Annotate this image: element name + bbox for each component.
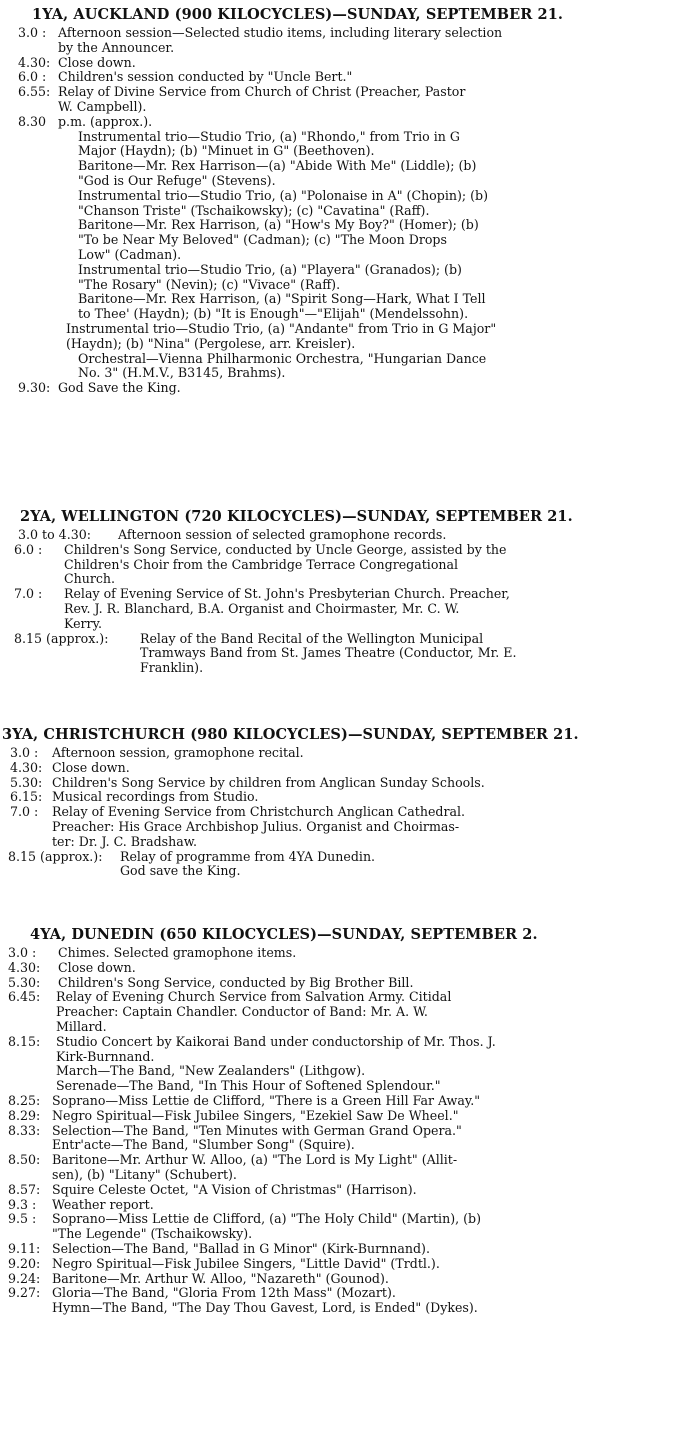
entry-time: 8.57: xyxy=(8,1181,41,1197)
schedule-entry xyxy=(0,85,700,115)
schedule-entry xyxy=(0,1153,700,1183)
schedule-entry xyxy=(0,1212,700,1242)
schedule-entry xyxy=(0,1183,700,1198)
entry-text: Musical recordings from Studio. xyxy=(52,789,259,805)
schedule-entry xyxy=(0,790,700,805)
entry-text: Soprano—Miss Lettie de Clifford, "There is a Green Hill Far Away." xyxy=(52,1092,481,1108)
entry-time: 8.15: xyxy=(8,1033,41,1049)
entry-text: God Save the King. xyxy=(58,380,181,396)
schedule-entry xyxy=(0,587,700,631)
entry-time: 6.45: xyxy=(8,989,41,1005)
entry-time: 8.15 (approx.): xyxy=(14,630,109,646)
programme-item: Orchestral—Vienna Philharmonic Orchestra, "Hungarian Dance No. 3" (H.M.V., B3145, Brahms). xyxy=(78,350,487,381)
entry-text: Relay of Evening Church Service from Salvation Army. Citidal Preacher: Captain Chandler. Conductor of Band: Mr. A. W. Millard. xyxy=(56,989,452,1034)
programme-item: Baritone—Mr. Rex Harrison, (a) "How's My Boy?" (Homer); (b) "To be Near My Beloved" (Cadman); (c) "The Moon Drops Low" (Cadman). xyxy=(78,217,479,262)
schedule-entry xyxy=(0,805,700,849)
entry-time: 5.30: xyxy=(10,774,43,790)
schedule-entry xyxy=(0,1124,700,1154)
schedule-entry xyxy=(0,381,700,396)
entry-time: 8.33: xyxy=(8,1122,41,1138)
entry-text: Squire Celeste Octet, "A Vision of Christmas" (Harrison). xyxy=(52,1181,417,1197)
programme-item: Baritone—Mr. Rex Harrison, (a) "Spirit Song—Hark, What I Tell to Thee' (Haydn); (b) "It is Enough"—"Elijah" (Mendelssohn). xyxy=(78,291,486,322)
entry-time: 9.20: xyxy=(8,1255,41,1271)
schedule-entry xyxy=(0,1242,700,1257)
entry-time: 7.0 : xyxy=(14,586,43,602)
entry-text: Negro Spiritual—Fisk Jubilee Singers, "Little David" (Trdtl.). xyxy=(52,1255,440,1271)
entry-text: p.m. (approx.). xyxy=(58,113,153,129)
entry-text: Children's session conducted by "Uncle Bert." xyxy=(58,69,353,85)
schedule-entry xyxy=(0,850,700,880)
entry-text: Children's Song Service by children from Anglican Sunday Schools. xyxy=(52,774,485,790)
entry-text: Afternoon session—Selected studio items, including literary selection by the Announcer. xyxy=(58,25,503,55)
entry-text: Chimes. Selected gramophone items. xyxy=(58,945,297,960)
entry-text: Relay of programme from 4YA Dunedin. God save the King. xyxy=(120,848,376,879)
entry-text: Afternoon session of selected gramophone records. xyxy=(118,527,447,542)
entry-text: Selection—The Band, "Ballad in G Minor" (Kirk-Burnnand). xyxy=(52,1240,430,1256)
schedule-entry xyxy=(0,528,700,543)
entry-time: 9.30: xyxy=(18,380,51,396)
entry-text: Relay of the Band Recital of the Wellington Municipal Tramways Band from St. James Theatre (Conductor, Mr. E. Franklin). xyxy=(140,630,517,676)
entry-text: Children's Song Service, conducted by Big Brother Bill. xyxy=(58,974,414,990)
station-3ya-section xyxy=(0,726,700,879)
entry-time: 3.0 : xyxy=(8,945,37,960)
station-heading: 3YA, CHRISTCHURCH (980 KILOCYCLES)—SUNDAY, SEPTEMBER 21. xyxy=(2,726,579,743)
schedule-entry xyxy=(0,26,700,56)
entry-time: 7.0 : xyxy=(10,804,39,820)
entry-time: 6.15: xyxy=(10,789,43,805)
programme-item: Instrumental trio—Studio Trio, (a) "Rhondo," from Trio in G Major (Haydn); (b) "Minuet in G" (Beethoven). xyxy=(78,128,460,159)
entry-text: Baritone—Mr. Arthur W. Alloo, "Nazareth" (Gounod). xyxy=(52,1270,389,1286)
entry-text: Gloria—The Band, "Gloria From 12th Mass" (Mozart). Hymn—The Band, "The Day Thou Gavest, Lord, is Ended" (Dykes). xyxy=(52,1285,478,1316)
programme-item: Baritone—Mr. Rex Harrison—(a) "Abide With Me" (Liddle); (b) "God is Our Refuge" (Stevens). xyxy=(78,158,477,188)
station-heading: 2YA, WELLINGTON (720 KILOCYCLES)—SUNDAY, SEPTEMBER 21. xyxy=(20,508,573,525)
programme-item: Instrumental trio—Studio Trio, (a) "Playera" (Granados); (b) "The Rosary" (Nevin); (c) "Vivace" (Raff). xyxy=(78,261,462,292)
entry-time: 9.27: xyxy=(8,1285,41,1301)
entry-time: 6.0 : xyxy=(18,69,47,85)
schedule-entry xyxy=(0,543,700,587)
entry-time: 8.29: xyxy=(8,1107,41,1123)
entry-time: 8.25: xyxy=(8,1092,41,1108)
entry-text: Studio Concert by Kaikorai Band under conductorship of Mr. Thos. J. Kirk-Burnnand. March—The Band, "New Zealanders" (Lithgow). Serenade—The Band, "In This Hour of Softened Splendour." xyxy=(56,1033,496,1094)
schedule-entry xyxy=(0,761,700,776)
entry-time: 9.3 : xyxy=(8,1196,37,1212)
schedule-entry xyxy=(0,1257,700,1272)
schedule-entry xyxy=(0,1272,700,1287)
entry-time: 3.0 : xyxy=(18,25,47,40)
entry-time: 6.0 : xyxy=(14,541,43,557)
schedule-entry xyxy=(0,1198,700,1213)
schedule-entry xyxy=(0,632,700,676)
station-heading: 1YA, AUCKLAND (900 KILOCYCLES)—SUNDAY, SEPTEMBER 21. xyxy=(32,6,564,23)
entry-time: 3.0 to 4.30: xyxy=(18,527,91,542)
entry-time: 4.30: xyxy=(8,959,41,975)
entry-text: Relay of Divine Service from Church of Christ (Preacher, Pastor W. Campbell). xyxy=(58,84,466,114)
schedule-entry xyxy=(0,1035,700,1094)
entry-time: 8.15 (approx.): xyxy=(8,848,103,864)
entry-time: 8.50: xyxy=(8,1152,41,1168)
station-2ya-section xyxy=(0,508,700,676)
entry-text: Afternoon session, gramophone recital. xyxy=(52,745,304,760)
schedule-entry xyxy=(0,56,700,71)
schedule-entry xyxy=(0,746,700,761)
entry-text: Selection—The Band, "Ten Minutes with German Grand Opera." Entr'acte—The Band, "Slumber Song" (Squire). xyxy=(52,1122,462,1153)
entry-time: 5.30: xyxy=(8,974,41,990)
entry-time: 9.24: xyxy=(8,1270,41,1286)
entry-text: Children's Song Service, conducted by Uncle George, assisted by the Children's Choir from the Cambridge Terrace Congregational Church. xyxy=(64,541,507,587)
schedule-entry xyxy=(0,115,700,130)
entry-time: 8.30 xyxy=(18,113,47,129)
schedule-entry xyxy=(0,976,700,991)
station-4ya-section xyxy=(0,926,700,1316)
schedule-entry xyxy=(0,776,700,791)
entry-time: 4.30: xyxy=(10,759,43,775)
entry-text: Relay of Evening Service of St. John's Presbyterian Church. Preacher, Rev. J. R. Blanchard, B.A. Organist and Choirmaster, Mr. C. W. Kerry. xyxy=(64,586,510,631)
entry-text: Close down. xyxy=(58,959,136,975)
entry-text: Soprano—Miss Lettie de Clifford, (a) "The Holy Child" (Martin), (b) "The Legende" (Tschaikowsky). xyxy=(52,1211,481,1242)
station-heading: 4YA, DUNEDIN (650 KILOCYCLES)—SUNDAY, SEPTEMBER 2. xyxy=(30,926,538,943)
entry-text: Close down. xyxy=(58,54,136,70)
programme-item: Instrumental trio—Studio Trio, (a) "Andante" from Trio in G Major" (Haydn); (b) "Nina" (Pergolese, arr. Kreisler). xyxy=(66,320,497,351)
schedule-entry xyxy=(0,1109,700,1124)
entry-time: 4.30: xyxy=(18,54,51,70)
schedule-entry xyxy=(0,990,700,1034)
entry-text: Baritone—Mr. Arthur W. Alloo, (a) "The Lord is My Light" (Allit- sen), (b) "Litany" (Schubert). xyxy=(52,1152,458,1182)
entry-time: 6.55: xyxy=(18,84,51,100)
entry-text: Relay of Evening Service from Christchurch Anglican Cathedral. Preacher: His Grace Archbishop Julius. Organist and Choirmas- ter: Dr. J. C. Bradshaw. xyxy=(52,804,466,849)
schedule-entry xyxy=(0,946,700,961)
schedule-entry xyxy=(0,961,700,976)
schedule-entry xyxy=(0,1286,700,1316)
schedule-entry xyxy=(0,70,700,85)
entry-text: Negro Spiritual—Fisk Jubilee Singers, "Ezekiel Saw De Wheel." xyxy=(52,1107,459,1123)
schedule-entry xyxy=(0,1094,700,1109)
entry-time: 9.11: xyxy=(8,1240,41,1256)
station-1ya-section xyxy=(0,6,700,396)
entry-text: Weather report. xyxy=(52,1196,154,1212)
entry-time: 3.0 : xyxy=(10,745,39,760)
entry-time: 9.5 : xyxy=(8,1211,37,1227)
programme-item: Instrumental trio—Studio Trio, (a) "Polonaise in A" (Chopin); (b) "Chanson Triste" (Tschaikowsky); (c) "Cavatina" (Raff). xyxy=(78,187,489,218)
entry-text: Close down. xyxy=(52,759,130,775)
